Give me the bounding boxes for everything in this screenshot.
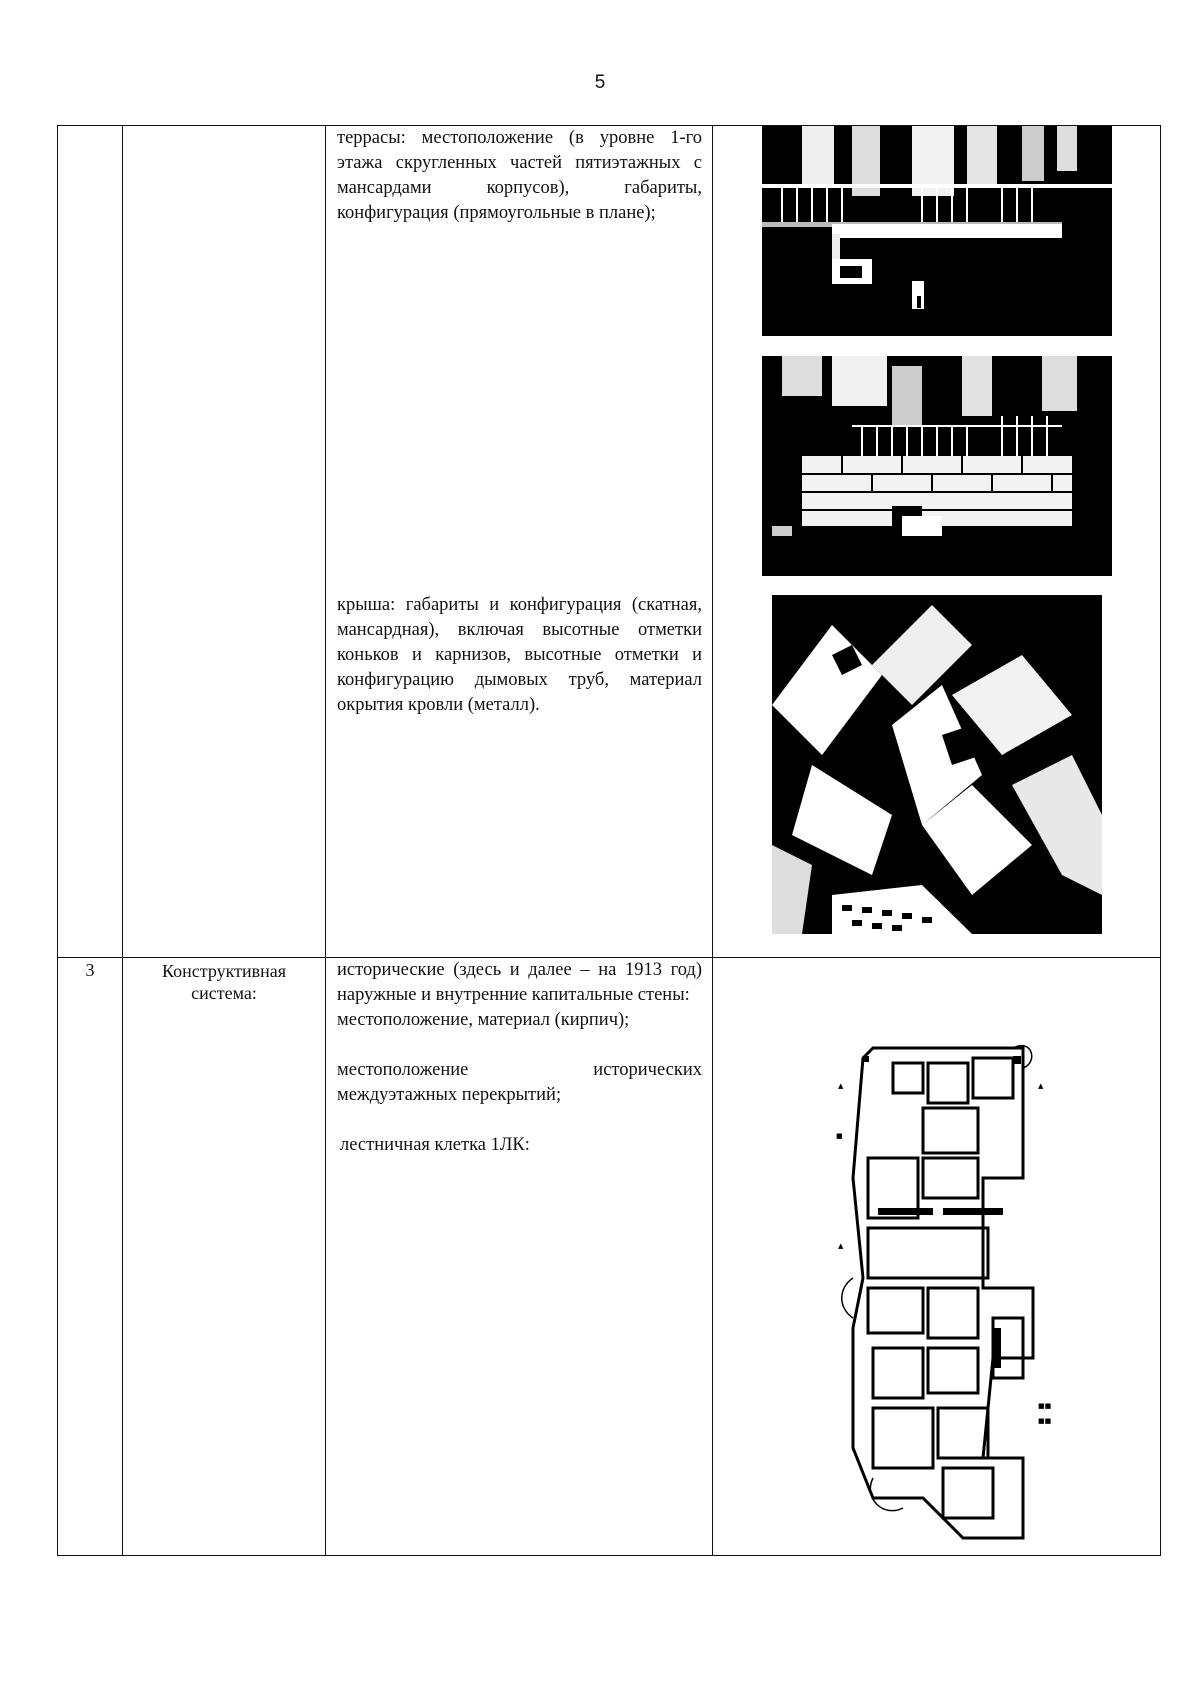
- row-number: 3: [58, 958, 123, 1556]
- terrace-photo-2: [762, 356, 1112, 576]
- terrace-photo-1: [762, 126, 1112, 336]
- roof-aerial-photo: [772, 595, 1102, 934]
- row-element-name: Конструктивная система:: [123, 958, 326, 1556]
- row-images: [713, 958, 1161, 1556]
- floor-plan-drawing: [833, 1028, 1053, 1548]
- row-images: [713, 126, 1161, 958]
- objects-table: [57, 125, 1161, 1556]
- svg-text:▲: ▲: [1038, 1082, 1044, 1090]
- row-description: [326, 958, 713, 1556]
- svg-text:■: ■: [836, 1132, 843, 1140]
- svg-text:■■: ■■: [1038, 1402, 1052, 1410]
- staircase-text: лестничная клетка 1ЛК:: [340, 1135, 530, 1155]
- svg-text:■■: ■■: [1038, 1417, 1052, 1425]
- table-row: [58, 126, 1161, 958]
- floors-text: местоположение исторических междуэтажных перекрытий;: [337, 1060, 702, 1105]
- walls-material-text: местоположение, материал (кирпич);: [337, 1010, 630, 1030]
- svg-text:▲: ▲: [838, 1082, 844, 1090]
- table-row: [58, 958, 1161, 1556]
- roof-text: крыша: габариты и конфигурация (скатная, мансардная), включая высотные отметки коньков и карнизов, высотные отметки и конфигурацию дымовых труб, материал окрытия кровли (металл).: [337, 595, 702, 715]
- walls-text: исторические (здесь и далее – на 1913 год) наружные и внутренние капитальные стены:: [337, 960, 702, 1005]
- svg-text:▲: ▲: [838, 1242, 844, 1250]
- terraces-text: террасы: местоположение (в уровне 1-го этажа скругленных частей пятиэтажных с мансардами корпусов), габариты, конфигурация (прямоугольные в плане);: [337, 128, 702, 223]
- page-number: 5: [594, 72, 606, 93]
- row-number: [58, 126, 123, 958]
- row-element-name: [123, 126, 326, 958]
- row-description: [326, 126, 713, 958]
